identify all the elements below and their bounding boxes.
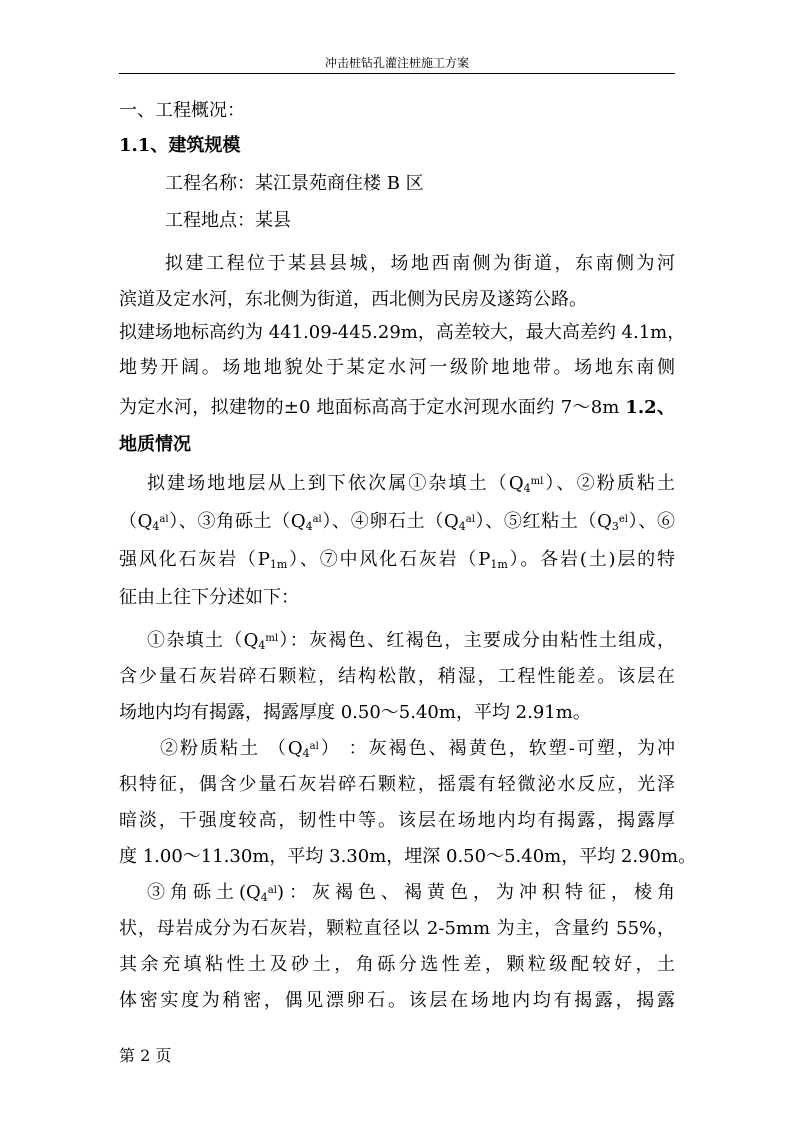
- superscript: ml: [265, 633, 279, 644]
- subscript: 4: [458, 520, 466, 533]
- superscript: al: [312, 514, 322, 525]
- paragraph-line: [119, 549, 675, 571]
- text-span: ①杂填土（Q: [147, 630, 259, 651]
- paragraph-line: [147, 473, 675, 495]
- subscript: 3: [611, 520, 619, 533]
- paragraph-line: [119, 397, 675, 419]
- superscript: al: [267, 885, 277, 896]
- paragraph-line: 拟建工程位于某县县城，场地西南侧为街道，东南侧为河: [165, 253, 675, 274]
- subscript: 4: [260, 891, 268, 904]
- paragraph-line: 含少量石灰岩碎石颗粒，结构松散，稍湿，工程性能差。该层在: [119, 666, 675, 687]
- text-span: （Q: [119, 511, 153, 532]
- project-location: 工程地点：某县: [165, 210, 291, 231]
- page-header-title: 冲击桩钻孔灌注桩施工方案: [324, 56, 469, 70]
- subscript: 4: [258, 639, 266, 652]
- paragraph-line: 其余充填粘性土及砂土，角砾分选性差，颗粒级配较好，土: [119, 954, 675, 975]
- paragraph-line: [147, 630, 675, 652]
- paragraph-line: [160, 738, 675, 760]
- paragraph-line: 度 1.00～11.30m，平均 3.30m，埋深 0.50～5.40m，平均 2.90m。: [119, 846, 697, 867]
- paragraph-line: 拟建场地标高约为 441.09-445.29m，高差较大，最大高差约 4.1m，: [119, 322, 686, 343]
- superscript: ml: [530, 476, 544, 487]
- text-span: ③角砾土(Q: [147, 882, 261, 903]
- text-span: ②粉质粘土 （Q: [160, 738, 303, 759]
- subscript: 4: [152, 520, 160, 533]
- paragraph-line: 状，母岩成分为石灰岩，颗粒直径以 2-5mm 为主，含量约 55%，: [119, 918, 675, 939]
- text-span: 拟建场地地层从上到下依次属①杂填土（Q: [147, 473, 524, 494]
- paragraph-line: 暗淡，干强度较高，韧性中等。该层在场地内均有揭露，揭露厚: [119, 810, 675, 831]
- subsection-heading: 地质情况: [119, 434, 191, 455]
- text-span: ）。各岩(土)层的特: [507, 549, 675, 570]
- paragraph-line: 积特征，偶含少量石灰岩碎石颗粒，摇震有轻微泌水反应，光泽: [119, 774, 675, 795]
- text-span: ） ：灰褐色、褐黄色，软塑-可塑，为冲: [318, 738, 675, 759]
- page-number: 第 2 页: [119, 1046, 172, 1065]
- subscript: 4: [523, 482, 531, 495]
- paragraph-line: [119, 511, 675, 533]
- subscript: 1m: [490, 558, 508, 571]
- subscript: 4: [305, 520, 313, 533]
- paragraph-line: 征由上往下分述如下：: [119, 587, 299, 608]
- superscript: al: [465, 514, 475, 525]
- superscript: al: [159, 514, 169, 525]
- paragraph-line: 体密实度为稍密，偶见漂卵石。该层在场地内均有揭露，揭露: [119, 990, 675, 1011]
- superscript: el: [618, 514, 629, 525]
- paragraph-line: 场地内均有揭露，揭露厚度 0.50～5.40m，平均 2.91m。: [119, 702, 591, 723]
- text-span: 为定水河，拟建物的±0 地面标高高于定水河现水面约 7～8m: [119, 397, 626, 418]
- text-span: ）、③角砾土（Q: [168, 511, 306, 532]
- subscript: 4: [302, 747, 310, 760]
- paragraph-line: 滨道及定水河，东北侧为街道，西北侧为民房及遂筠公路。: [119, 289, 587, 310]
- section-heading: 一、工程概况：: [119, 100, 245, 121]
- text-span: ）、⑦中风化石灰岩（P: [287, 549, 491, 570]
- inline-heading: 1.2、: [625, 397, 675, 418]
- paragraph-line: [147, 882, 675, 904]
- header-rule: [119, 73, 675, 74]
- text-span: ）、⑤红粘土（Q: [474, 511, 612, 532]
- project-name: 工程名称：某江景苑商住楼 B 区: [165, 173, 424, 194]
- text-span: ）、⑥: [628, 511, 675, 532]
- subsection-heading: 1.1、建筑规模: [119, 135, 241, 156]
- text-span: ）、②粉质粘土: [543, 473, 675, 494]
- paragraph-line: 地势开阔。场地地貌处于某定水河一级阶地地带。场地东南侧: [119, 357, 675, 378]
- subscript: 1m: [269, 558, 288, 571]
- text-span: )：灰褐色、褐黄色，为冲积特征，棱角: [276, 882, 676, 903]
- text-span: ）、④卵石土（Q: [321, 511, 459, 532]
- text-span: 强风化石灰岩（P: [119, 549, 270, 570]
- text-span: ）：灰褐色、红褐色，主要成分由粘性土组成，: [278, 630, 675, 651]
- superscript: al: [309, 741, 319, 752]
